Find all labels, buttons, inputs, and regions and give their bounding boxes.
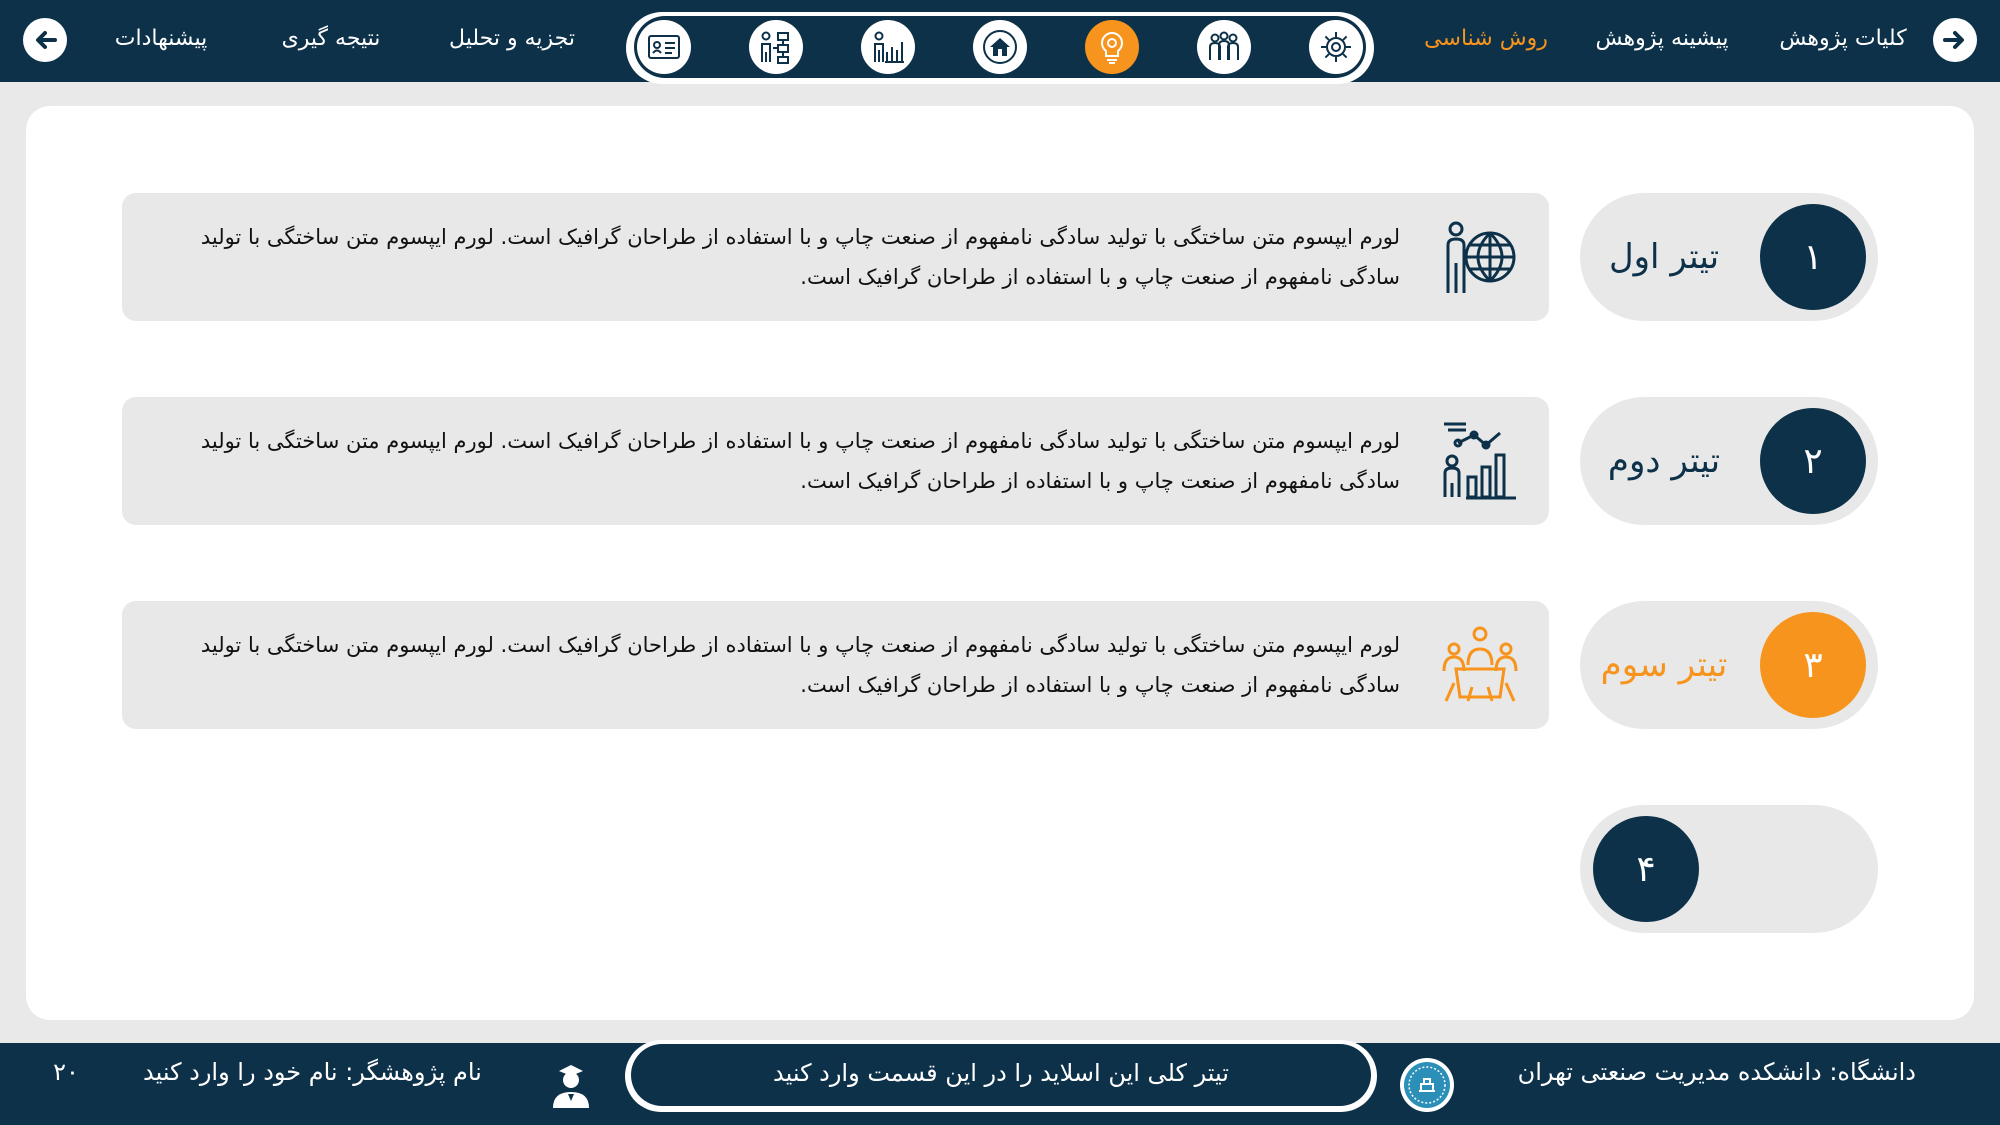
page-number: ۲۰ <box>53 1058 79 1086</box>
arrow-right-icon <box>1941 26 1969 54</box>
id-card-button[interactable] <box>637 20 691 74</box>
group-button[interactable] <box>1197 20 1251 74</box>
gear-team-button[interactable] <box>1309 20 1363 74</box>
idea-bulb-button[interactable] <box>1085 20 1139 74</box>
home-icon <box>982 29 1018 65</box>
prev-arrow-button[interactable] <box>23 18 67 62</box>
nav-suggestions[interactable]: پیشنهادات <box>114 26 208 51</box>
row-1-number: ۱ <box>1760 204 1866 310</box>
meeting-table-icon <box>1440 625 1520 705</box>
row-2-icon <box>1440 421 1520 501</box>
presenter-chart-icon <box>869 28 907 66</box>
row-1-text: لورم ایپسوم متن ساختگی با تولید سادگی نامفهوم از صنعت چاپ و با استفاده از طراحان گرافیک است. لورم ایپسوم متن ساختگی با تولید سادگی نامفهوم از صنعت چاپ و با استفاده از طراحان گرافیک است. <box>200 225 1400 289</box>
row-1-title: تیتر اول <box>1608 237 1720 277</box>
id-card-icon <box>645 28 683 66</box>
flowchart-person-icon <box>757 28 795 66</box>
university-label: دانشگاه: دانشکده مدیریت صنعتی تهران <box>1517 1058 1916 1086</box>
person-growth-chart-icon <box>1440 421 1520 501</box>
university-logo-icon <box>1400 1058 1454 1112</box>
presenter-chart-button[interactable] <box>861 20 915 74</box>
row-3-number: ۳ <box>1760 612 1866 718</box>
row-4-number: ۴ <box>1593 816 1699 922</box>
nav-conclusion[interactable]: نتیجه گیری <box>281 26 381 51</box>
university-logo <box>1400 1058 1454 1112</box>
researcher-icon <box>545 1058 597 1110</box>
nav-literature[interactable]: پیشینه پژوهش <box>1595 26 1729 51</box>
home-button[interactable] <box>973 20 1027 74</box>
nav-methodology[interactable]: روش شناسی <box>1424 26 1548 51</box>
slide-title-field[interactable]: تیتر کلی این اسلاید را در این قسمت وارد کنید <box>631 1044 1371 1106</box>
row-2-text: لورم ایپسوم متن ساختگی با تولید سادگی نامفهوم از صنعت چاپ و با استفاده از طراحان گرافیک است. لورم ایپسوم متن ساختگی با تولید سادگی نامفهوم از صنعت چاپ و با استفاده از طراحان گرافیک است. <box>200 429 1400 493</box>
idea-bulb-icon <box>1093 28 1131 66</box>
nav-analysis[interactable]: تجزیه و تحلیل <box>449 26 575 51</box>
row-3-text: لورم ایپسوم متن ساختگی با تولید سادگی نامفهوم از صنعت چاپ و با استفاده از طراحان گرافیک است. لورم ایپسوم متن ساختگی با تولید سادگی نامفهوم از صنعت چاپ و با استفاده از طراحان گرافیک است. <box>200 633 1400 697</box>
gear-team-icon <box>1317 28 1355 66</box>
arrow-left-icon <box>31 26 59 54</box>
nav-overview[interactable]: کلیات پژوهش <box>1779 26 1907 51</box>
flowchart-person-button[interactable] <box>749 20 803 74</box>
row-1-icon <box>1440 217 1520 297</box>
researcher-name: نام پژوهشگر: نام خود را وارد کنید <box>143 1058 482 1086</box>
researcher-avatar <box>545 1058 597 1110</box>
next-arrow-button[interactable] <box>1933 18 1977 62</box>
row-3-title: تیتر سوم <box>1600 645 1728 685</box>
row-3-icon <box>1440 625 1520 705</box>
row-2-number: ۲ <box>1760 408 1866 514</box>
group-icon <box>1205 28 1243 66</box>
row-2-title: تیتر دوم <box>1607 441 1721 481</box>
person-globe-icon <box>1440 217 1520 297</box>
